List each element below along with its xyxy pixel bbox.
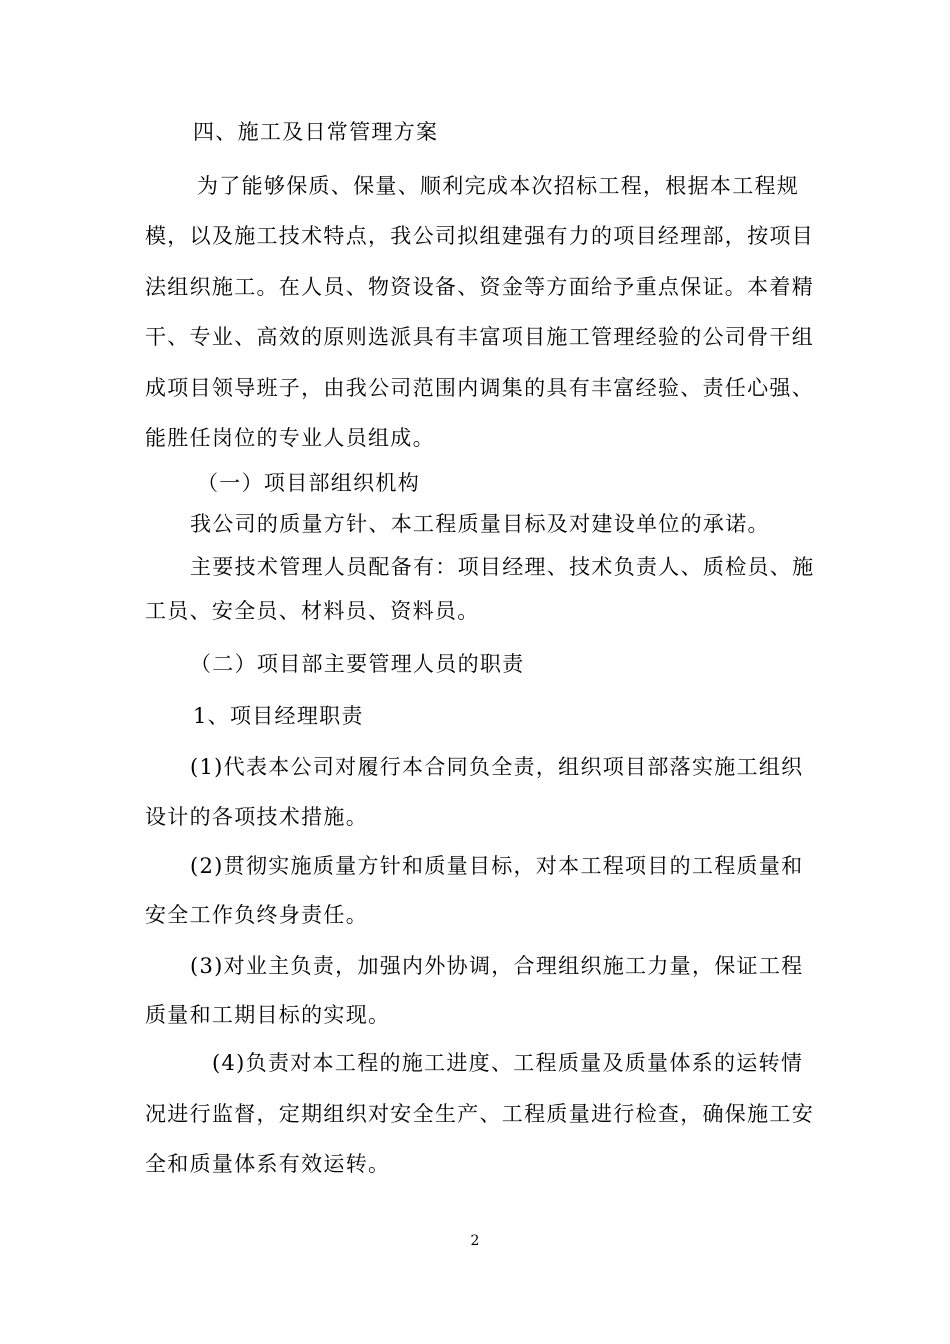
body-line: 为了能够保质、保量、顺利完成本次招标工程，根据本工程规 <box>197 174 800 198</box>
body-line: 能胜任岗位的专业人员组成。 <box>145 426 435 450</box>
list-item-line: (1)代表本公司对履行本合同负全责，组织项目部落实施工组织 <box>190 755 804 779</box>
body-line: 干、专业、高效的原则选派具有丰富项目施工管理经验的公司骨干组 <box>145 325 814 349</box>
body-line: 成项目领导班子，由我公司范围内调集的具有丰富经验、责任心强、 <box>145 376 814 400</box>
body-line: 模，以及施工技术特点，我公司拟组建强有力的项目经理部，按项目 <box>145 224 814 248</box>
list-item-line: (4)负责对本工程的施工进度、工程质量及质量体系的运转情 <box>212 1051 804 1075</box>
list-item-line: (2)贯彻实施质量方针和质量目标，对本工程项目的工程质量和 <box>190 854 804 878</box>
list-item-line: 安全工作负终身责任。 <box>145 903 368 927</box>
subsection-heading: （一）项目部组织机构 <box>197 471 420 495</box>
body-line: 法组织施工。在人员、物资设备、资金等方面给予重点保证。本着精 <box>145 275 814 299</box>
list-item-line: 质量和工期目标的实现。 <box>145 1003 391 1027</box>
page-number: 2 <box>470 1233 480 1249</box>
list-item-line: (3)对业主负责，加强内外协调，合理组织施工力量，保证工程 <box>190 954 804 978</box>
list-item-line: 全和质量体系有效运转。 <box>145 1152 391 1176</box>
body-line: 主要技术管理人员配备有：项目经理、技术负责人、质检员、施 <box>190 555 815 579</box>
list-item-line: 况进行监督，定期组织对安全生产、工程质量进行检查，确保施工安 <box>145 1102 814 1126</box>
section-heading: 四、施工及日常管理方案 <box>193 120 439 144</box>
body-line: 我公司的质量方针、本工程质量目标及对建设单位的承诺。 <box>190 512 770 536</box>
body-line: 工员、安全员、材料员、资料员。 <box>145 599 480 623</box>
subsection-heading: （二）项目部主要管理人员的职责 <box>190 652 525 676</box>
list-item-line: 设计的各项技术措施。 <box>145 805 368 829</box>
subsection-heading: 1、项目经理职责 <box>193 704 364 728</box>
